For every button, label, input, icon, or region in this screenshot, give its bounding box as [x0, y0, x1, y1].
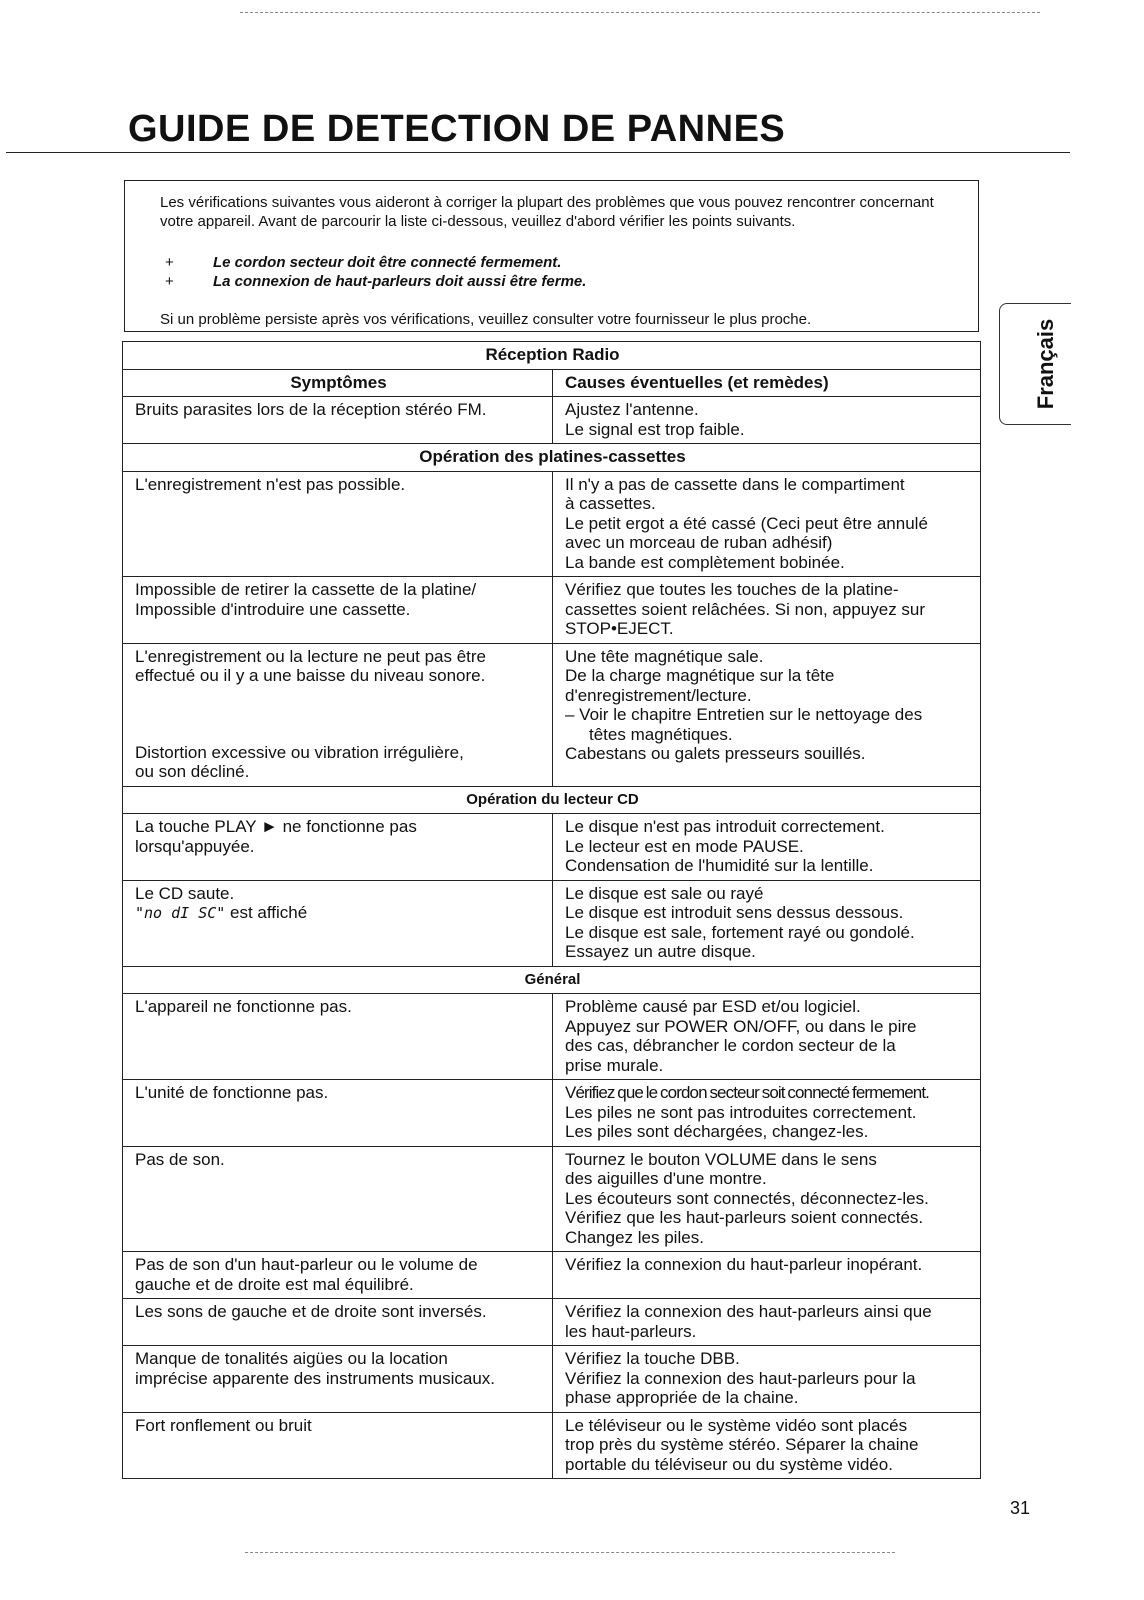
symptom-line: L'enregistrement n'est pas possible.: [135, 474, 406, 494]
cause-line: Condensation de l'humidité sur la lentille.: [565, 856, 874, 875]
causes-cell: [553, 1252, 981, 1299]
cause-line: Vérifiez la connexion des haut-parleurs pour la: [565, 1368, 916, 1388]
cause-line: têtes magnétiques.: [589, 724, 733, 744]
section-title: Général: [123, 966, 981, 994]
symptom-line: Manque de tonalités aigües ou la location: [135, 1349, 448, 1368]
table-row: [123, 471, 981, 577]
intro-footnote: Si un problème persiste après vos vérifications, veuillez consulter votre fournisseur le plus proche.: [160, 311, 812, 328]
causes-cell: [553, 814, 981, 881]
lcd-display-text: "no dI SC": [135, 904, 226, 922]
cause-line: Une tête magnétique sale.: [565, 646, 764, 666]
symptom-line: Bruits parasites lors de la réception stéréo FM.: [135, 400, 487, 419]
table-row: [123, 1146, 981, 1252]
symptom-line: Impossible d'introduire une cassette.: [135, 599, 411, 619]
cause-line: phase appropriée de la chaine.: [565, 1388, 799, 1407]
symptom-line: imprécise apparente des instruments musicaux.: [135, 1368, 495, 1388]
section-header-row: [123, 966, 981, 994]
cause-line: Les piles ne sont pas introduites correctement.: [565, 1102, 917, 1122]
symptom-cell: [123, 994, 553, 1080]
causes-cell: [553, 880, 981, 966]
intro-box: [124, 180, 979, 332]
table-row: [123, 880, 981, 966]
causes-cell: [553, 994, 981, 1080]
cause-line: des aiguilles d'une montre.: [565, 1169, 767, 1188]
cause-line: des cas, débrancher le cordon secteur de la: [565, 1036, 896, 1055]
plus-bullet: +: [165, 254, 174, 271]
cause-line: Cabestans ou galets presseurs souillés.: [565, 744, 866, 763]
cause-line: prise murale.: [565, 1055, 664, 1075]
section-title: Réception Radio: [123, 342, 981, 370]
symptom-line: gauche et de droite est mal équilibré.: [135, 1274, 414, 1294]
symptom-cell: [123, 471, 553, 577]
table-row: [123, 1080, 981, 1147]
symptom-line: Distortion excessive ou vibration irrégulière,: [135, 742, 464, 762]
cause-line: trop près du système stéréo. Séparer la chaine: [565, 1435, 919, 1454]
symptom-line: Le CD saute.: [135, 883, 235, 903]
scan-artifact-bottom: [245, 1552, 895, 1553]
spacer: [135, 724, 542, 743]
section-title: Opération du lecteur CD: [123, 786, 981, 814]
symptom-line: ou son décliné.: [135, 762, 250, 781]
cause-line: Il n'y a pas de cassette dans le compartiment: [565, 474, 905, 494]
spacer: [135, 686, 542, 705]
column-header-row: [123, 369, 981, 397]
symptom-line: lorsqu'appuyée.: [135, 836, 255, 856]
cause-line: Appuyez sur POWER ON/OFF, ou dans le pire: [565, 1016, 917, 1036]
checklist-text: La connexion de haut-parleurs doit aussi être ferme.: [213, 273, 587, 290]
symptom-line: Pas de son.: [135, 1149, 225, 1169]
cause-line: les haut-parleurs.: [565, 1321, 697, 1341]
title-rule: [6, 152, 1070, 153]
intro-paragraph: Les vérifications suivantes vous aideront à corriger la plupart des problèmes que vous pouvez rencontrer concernant votre appareil. Avant de parcourir la liste ci-dessous, veuillez d'abord vérifier les points suivants.: [160, 194, 934, 230]
table-row: [123, 1252, 981, 1299]
language-tab-label: Français: [1033, 318, 1058, 410]
cause-line: Vérifiez que toutes les touches de la platine-: [565, 580, 899, 599]
causes-cell: [553, 1146, 981, 1252]
cause-line: Les écouteurs sont connectés, déconnectez-les.: [565, 1188, 929, 1208]
cause-line: Vérifiez la touche DBB.: [565, 1349, 740, 1368]
cause-line: Le lecteur est en mode PAUSE.: [565, 836, 804, 856]
checklist-text: Le cordon secteur doit être connecté fermement.: [213, 254, 562, 271]
section-title: Opération des platines-cassettes: [123, 444, 981, 472]
symptom-line: Pas de son d'un haut-parleur ou le volume de: [135, 1255, 478, 1274]
symptom-cell: [123, 1412, 553, 1479]
symptom-cell: [123, 643, 553, 786]
cause-line: Vérifiez que le cordon secteur soit connecté fermement.: [565, 1083, 929, 1102]
symptom-cell: [123, 1146, 553, 1252]
intro-checklist: [165, 253, 586, 291]
symptom-text: est affiché: [225, 903, 308, 922]
cause-line: Le petit ergot a été cassé (Ceci peut être annulé: [565, 513, 928, 533]
cause-line: – Voir le chapitre Entretien sur le nettoyage des: [565, 705, 923, 724]
symptom-line: Fort ronflement ou bruit: [135, 1415, 312, 1435]
symptom-cell: [123, 880, 553, 966]
cause-line: Vérifiez la connexion des haut-parleurs ainsi que: [565, 1302, 932, 1321]
symptom-line: Impossible de retirer la cassette de la platine/: [135, 580, 477, 599]
plus-bullet: +: [165, 273, 174, 290]
cause-line: Le disque n'est pas introduit correctement.: [565, 817, 885, 836]
section-header-row: [123, 444, 981, 472]
cause-line: La bande est complètement bobinée.: [565, 552, 845, 572]
symptom-line: L'unité de fonctionne pas.: [135, 1083, 329, 1102]
table-row: [123, 1346, 981, 1413]
table-row: [123, 1299, 981, 1346]
causes-cell: [553, 643, 981, 786]
cause-line: STOP•EJECT.: [565, 619, 674, 638]
causes-cell: [553, 471, 981, 577]
column-header-symptoms: Symptômes: [123, 369, 553, 397]
cause-line: Vérifiez la connexion du haut-parleur inopérant.: [565, 1255, 923, 1274]
symptom-line: effectué ou il y a une baisse du niveau sonore.: [135, 666, 486, 685]
causes-cell: [553, 1346, 981, 1413]
causes-cell: [553, 397, 981, 444]
cause-line: Vérifiez que les haut-parleurs soient connectés.: [565, 1208, 924, 1227]
checklist-item: [165, 272, 586, 291]
cause-line: portable du téléviseur ou du système vidéo.: [565, 1454, 893, 1474]
cause-line: Le téléviseur ou le système vidéo sont placés: [565, 1415, 908, 1435]
causes-cell: [553, 1412, 981, 1479]
checklist-item: [165, 253, 586, 272]
section-header-row: [123, 342, 981, 370]
table-row: [123, 643, 981, 786]
cause-line: Changez les piles.: [565, 1227, 704, 1247]
cause-line: d'enregistrement/lecture.: [565, 685, 752, 705]
page-title: GUIDE DE DETECTION DE PANNES: [128, 108, 786, 150]
symptom-cell: [123, 1346, 553, 1413]
symptom-line: [135, 903, 542, 924]
table-row: [123, 577, 981, 644]
page-number: 31: [1010, 1498, 1031, 1518]
symptom-cell: [123, 1299, 553, 1346]
cause-line: De la charge magnétique sur la tête: [565, 666, 835, 685]
symptom-line: L'appareil ne fonctionne pas.: [135, 997, 352, 1016]
cause-line: Le disque est sale, fortement rayé ou gondolé.: [565, 922, 915, 942]
cause-line: cassettes soient relâchées. Si non, appuyez sur: [565, 599, 926, 619]
cause-line: à cassettes.: [565, 494, 656, 513]
symptom-line: L'enregistrement ou la lecture ne peut pas être: [135, 646, 487, 666]
cause-line: Le disque est sale ou rayé: [565, 883, 764, 903]
cause-line: avec un morceau de ruban adhésif): [565, 533, 833, 552]
cause-line: Le signal est trop faible.: [565, 419, 745, 439]
play-icon: ►: [261, 817, 278, 836]
cause-line: Problème causé par ESD et/ou logiciel.: [565, 997, 861, 1016]
symptom-cell: [123, 1080, 553, 1147]
table-row: [123, 397, 981, 444]
troubleshooting-table: [122, 341, 981, 1479]
cause-line: Essayez un autre disque.: [565, 942, 756, 961]
symptom-cell: [123, 814, 553, 881]
symptom-cell: [123, 1252, 553, 1299]
symptom-line: Les sons de gauche et de droite sont inversés.: [135, 1302, 487, 1321]
cause-line: Le disque est introduit sens dessus dessous.: [565, 903, 904, 922]
spacer: [135, 705, 542, 724]
causes-cell: [553, 1299, 981, 1346]
table-row: [123, 814, 981, 881]
symptom-cell: [123, 397, 553, 444]
causes-cell: [553, 577, 981, 644]
symptom-cell: [123, 577, 553, 644]
cause-line: Tournez le bouton VOLUME dans le sens: [565, 1149, 877, 1169]
cause-line: Ajustez l'antenne.: [565, 400, 699, 419]
symptom-line: [135, 817, 542, 837]
causes-cell: [553, 1080, 981, 1147]
table-row: [123, 994, 981, 1080]
symptom-text: ne fonctionne pas: [277, 817, 417, 836]
scan-artifact-top: [240, 12, 1040, 13]
table-row: [123, 1412, 981, 1479]
symptom-text: La touche PLAY: [135, 817, 257, 836]
section-header-row: [123, 786, 981, 814]
column-header-causes: Causes éventuelles (et remèdes): [553, 369, 981, 397]
cause-line: Les piles sont déchargées, changez-les.: [565, 1122, 869, 1141]
